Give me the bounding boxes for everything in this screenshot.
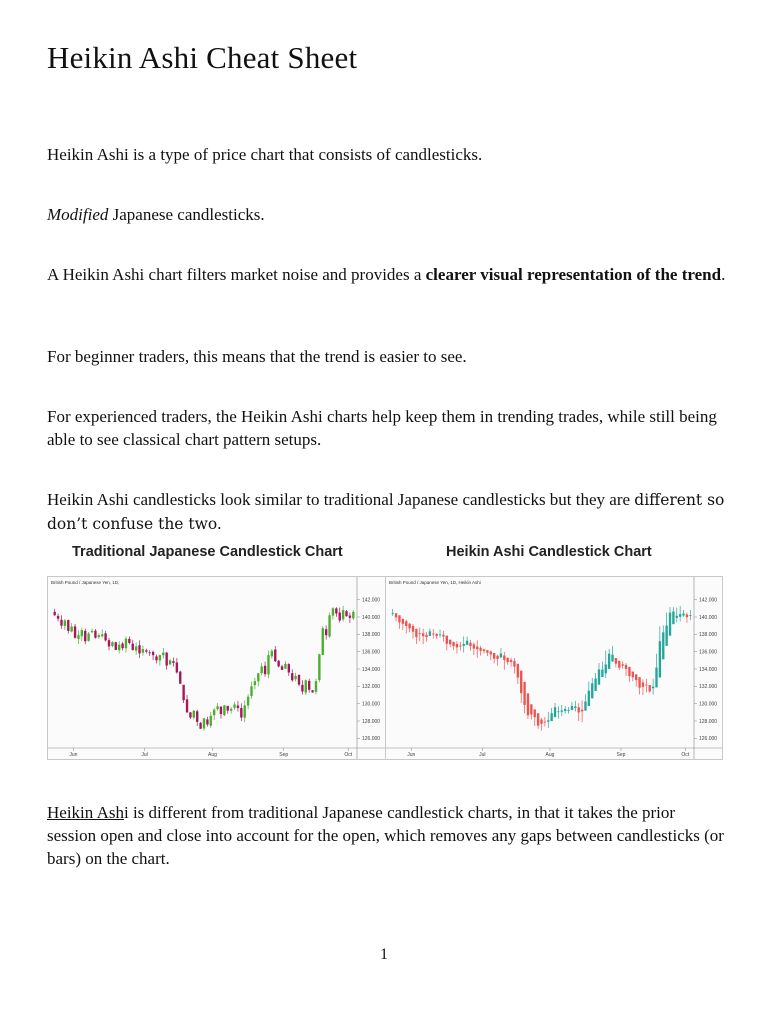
traditional-candle-body xyxy=(311,690,313,692)
heikin-ashi-candle-body xyxy=(689,615,691,616)
paragraph-filters-noise xyxy=(47,263,727,286)
paragraph-beginner-traders: For beginner traders, this means that the trend is easier to see. xyxy=(47,347,467,366)
heikin-ashi-candle-body xyxy=(615,658,617,664)
traditional-candle-body xyxy=(70,627,72,632)
traditional-y-tick-label: 132.000 xyxy=(362,684,381,691)
heikin-ashi-candle-body xyxy=(466,641,468,645)
traditional-candle-body xyxy=(284,664,286,669)
traditional-candle-body xyxy=(288,664,290,672)
traditional-candle-body xyxy=(155,656,157,660)
heikin-ashi-candle-body xyxy=(534,709,536,717)
traditional-candle-body xyxy=(220,707,222,714)
traditional-candle-body xyxy=(162,653,164,656)
heikin-ashi-candle-body xyxy=(628,667,630,676)
heikin-ashi-candle-body xyxy=(591,683,593,698)
traditional-y-tick-label: 140.000 xyxy=(362,614,381,621)
traditional-candle-body xyxy=(57,616,59,619)
heikin-ashi-candle-body xyxy=(547,720,549,721)
traditional-candle-body xyxy=(281,666,283,670)
traditional-candle-body xyxy=(81,630,83,636)
traditional-candle-body xyxy=(152,652,154,655)
italic-modified: Modified xyxy=(47,205,109,224)
traditional-candle-body xyxy=(84,631,86,641)
chart-title-heikin-ashi: Heikin Ashi Candlestick Chart xyxy=(446,544,652,560)
traditional-candle-body xyxy=(250,686,252,696)
heikin-ashi-candle-body xyxy=(557,711,559,712)
traditional-candle-body xyxy=(111,642,113,646)
traditional-candle-body xyxy=(328,615,330,636)
traditional-candle-body xyxy=(196,711,198,722)
heikin-ashi-candle-body xyxy=(449,640,451,645)
traditional-candle-body xyxy=(213,710,215,715)
heikin-ashi-candle-body xyxy=(540,719,542,723)
traditional-candle-body xyxy=(352,612,354,619)
traditional-candle-body xyxy=(301,685,303,692)
traditional-candle-body xyxy=(210,716,212,726)
traditional-candle-body xyxy=(264,666,266,674)
heikin-ashi-candle-body xyxy=(483,649,485,651)
heikin-ashi-candle-body xyxy=(398,615,400,622)
heikin-ashi-candle-body xyxy=(669,613,671,636)
traditional-candle-body xyxy=(64,620,66,625)
paragraph-look-similar xyxy=(47,488,727,536)
traditional-candle-body xyxy=(142,649,144,653)
paragraph-look-similar-start: Heikin Ashi candlesticks look similar to traditional Japanese candlesticks but they are xyxy=(47,490,635,509)
heikin-ashi-candle-body xyxy=(415,629,417,637)
heikin-ashi-candle-body xyxy=(473,644,475,648)
traditional-candle-body xyxy=(193,711,195,718)
traditional-candle-body xyxy=(308,681,310,690)
traditional-candle-body xyxy=(87,633,89,640)
heikin-ashi-candle-body xyxy=(659,641,661,677)
heikin-ashi-y-tick-label: 128.000 xyxy=(699,718,718,725)
heikin-ashi-candle-body xyxy=(442,635,444,637)
traditional-candle-body xyxy=(121,644,123,649)
heikin-ashi-candlestick-chart xyxy=(385,576,723,760)
traditional-candle-body xyxy=(274,650,276,662)
traditional-candle-body xyxy=(230,709,232,711)
traditional-candle-body xyxy=(342,610,344,619)
traditional-candle-body xyxy=(206,719,208,724)
traditional-x-tick-label: Oct xyxy=(344,752,353,758)
heikin-ashi-candle-body xyxy=(496,656,498,659)
traditional-candle-body xyxy=(254,681,256,685)
heikin-ashi-candle-body xyxy=(503,655,505,659)
paragraph-differences xyxy=(47,801,727,870)
paragraph-modified xyxy=(47,203,727,226)
traditional-candle-body xyxy=(223,705,225,715)
heikin-ashi-candle-body xyxy=(567,710,569,711)
paragraph-filters-noise-end: . xyxy=(721,265,726,284)
paragraph-differences-rest: i is different from traditional Japanese candlestick charts, in that it takes the prior session open and close into account for the open, which removes any gaps between candlesticks (or bars) on the chart. xyxy=(47,803,724,868)
heikin-ashi-candle-body xyxy=(598,669,600,684)
heikin-ashi-candle-body xyxy=(632,672,634,678)
heikin-ashi-y-tick-label: 142.000 xyxy=(699,597,718,604)
paragraph-modified-rest: Japanese candlesticks. xyxy=(108,205,265,224)
heikin-ashi-candle-body xyxy=(608,654,610,669)
heikin-ashi-candle-body xyxy=(564,709,566,711)
traditional-candle-body xyxy=(77,635,79,639)
heikin-ashi-candle-body xyxy=(408,624,410,629)
heikin-ashi-candle-body xyxy=(672,611,674,624)
traditional-candle-body xyxy=(179,672,181,684)
traditional-candle-body xyxy=(305,680,307,692)
traditional-candle-body xyxy=(165,653,167,666)
traditional-candle-body xyxy=(345,611,347,616)
bold-clearer-visual: clearer visual representation of the trend xyxy=(425,265,722,284)
traditional-candle-body xyxy=(271,651,273,656)
heikin-ashi-candle-body xyxy=(412,626,414,632)
traditional-candle-body xyxy=(257,673,259,681)
heikin-ashi-candle-body xyxy=(452,642,454,646)
heikin-ashi-y-tick-label: 126.000 xyxy=(699,736,718,743)
heikin-ashi-candle-body xyxy=(635,674,637,680)
traditional-candle-body xyxy=(104,633,106,640)
heikin-ashi-candle-body xyxy=(571,706,573,710)
heikin-ashi-candle-body xyxy=(649,685,651,691)
traditional-candle-body xyxy=(182,685,184,700)
heikin-ashi-candle-body xyxy=(638,677,640,688)
traditional-candle-body xyxy=(216,706,218,709)
traditional-y-tick-label: 138.000 xyxy=(362,632,381,639)
traditional-candle-body xyxy=(172,661,174,663)
heikin-ashi-candle-body xyxy=(554,707,556,717)
heikin-ashi-y-tick-label: 130.000 xyxy=(699,701,718,708)
heikin-ashi-candle-body xyxy=(594,678,596,690)
traditional-candle-body xyxy=(186,699,188,712)
heikin-ashi-candle-body xyxy=(435,634,437,636)
heikin-ashi-candle-body xyxy=(456,644,458,647)
traditional-candle-body xyxy=(233,705,235,708)
heikin-ashi-candle-body xyxy=(662,632,664,659)
heikin-ashi-candle-body xyxy=(395,613,397,617)
page-title: Heikin Ashi Cheat Sheet xyxy=(47,40,358,75)
heikin-ashi-candle-body xyxy=(463,644,465,646)
traditional-y-tick-label: 134.000 xyxy=(362,666,381,673)
traditional-candle-body xyxy=(189,712,191,717)
paragraph-filters-noise-start: A Heikin Ashi chart filters market noise and provides a xyxy=(47,265,426,284)
heikin-ashi-candle-body xyxy=(642,682,644,686)
traditional-candle-body xyxy=(135,646,137,650)
paragraph-look-similar-end: . xyxy=(217,514,222,533)
heikin-ashi-candle-body xyxy=(517,664,519,678)
heikin-ashi-candle-body xyxy=(405,621,407,626)
heikin-ashi-candle-body xyxy=(392,613,394,614)
traditional-candle-body xyxy=(132,644,134,650)
heikin-ashi-x-tick-label: Aug xyxy=(545,752,555,758)
traditional-candle-body xyxy=(176,663,178,673)
traditional-candle-body xyxy=(98,635,100,637)
heikin-ashi-candle-body xyxy=(476,647,478,650)
heikin-ashi-candle-body xyxy=(578,707,580,712)
traditional-candle-body xyxy=(115,642,117,650)
chart-header-traditional: British Pound / Japanese Yen, 1D, xyxy=(51,580,120,585)
traditional-candle-body xyxy=(67,620,69,631)
traditional-y-tick-label: 130.000 xyxy=(362,701,381,708)
different-phrase: different so don’t confuse the two xyxy=(47,491,725,533)
traditional-candle-body xyxy=(149,652,151,653)
traditional-candle-body xyxy=(332,608,334,615)
heikin-ashi-y-tick-label: 136.000 xyxy=(699,649,718,656)
heikin-ashi-candle-body xyxy=(490,652,492,655)
heikin-ashi-candle-body xyxy=(645,685,647,686)
heikin-ashi-candle-body xyxy=(419,633,421,634)
traditional-candle-body xyxy=(199,723,201,729)
heikin-ashi-candle-body xyxy=(422,633,424,636)
traditional-candle-body xyxy=(94,631,96,638)
heikin-ashi-candle-body xyxy=(469,643,471,646)
traditional-candle-body xyxy=(91,631,93,632)
heikin-ashi-candle-body xyxy=(574,706,576,708)
heikin-ashi-candle-body xyxy=(581,710,583,712)
heikin-ashi-candle-body xyxy=(665,626,667,646)
traditional-candlestick-chart xyxy=(47,576,386,760)
heikin-ashi-candle-body xyxy=(550,713,552,721)
heikin-ashi-candle-body xyxy=(544,722,546,723)
heikin-ashi-candle-body xyxy=(527,693,529,715)
heikin-ashi-candle-body xyxy=(652,687,654,689)
traditional-candle-body xyxy=(203,718,205,728)
heikin-ashi-candle-body xyxy=(621,664,623,665)
heikin-ashi-candle-body xyxy=(537,713,539,725)
heikin-ashi-candle-body xyxy=(679,614,681,617)
heikin-ashi-chart-svg xyxy=(386,577,722,759)
traditional-x-tick-label: Sep xyxy=(279,752,289,758)
traditional-candle-body xyxy=(260,666,262,673)
traditional-candle-body xyxy=(322,628,324,655)
traditional-candle-body xyxy=(294,676,296,679)
chart-title-traditional: Traditional Japanese Candlestick Chart xyxy=(72,544,343,560)
heikin-ashi-candle-body xyxy=(682,614,684,616)
traditional-candle-body xyxy=(318,654,320,680)
traditional-candle-body xyxy=(247,697,249,706)
traditional-candle-body xyxy=(240,708,242,718)
traditional-candle-body xyxy=(128,639,130,643)
traditional-candle-body xyxy=(60,620,62,626)
traditional-candle-body xyxy=(145,650,147,651)
traditional-candle-body xyxy=(108,640,110,646)
heikin-ashi-candle-body xyxy=(611,655,613,662)
heikin-ashi-x-tick-label: Jun xyxy=(407,752,416,758)
heikin-ashi-y-tick-label: 134.000 xyxy=(699,666,718,673)
traditional-candle-body xyxy=(267,655,269,674)
heikin-ashi-candle-body xyxy=(432,634,434,635)
traditional-candle-body xyxy=(349,616,351,618)
traditional-candle-body xyxy=(277,661,279,667)
traditional-candle-body xyxy=(118,645,120,650)
heikin-ashi-y-tick-label: 140.000 xyxy=(699,614,718,621)
paragraph-definition: Heikin Ashi is a type of price chart that consists of candlesticks. xyxy=(47,145,483,164)
heikin-ashi-candle-body xyxy=(506,658,508,662)
heikin-ashi-candle-body xyxy=(561,710,563,711)
traditional-x-tick-label: Jul xyxy=(141,752,148,758)
heikin-ashi-candle-body xyxy=(520,671,522,694)
heikin-ashi-candle-body xyxy=(686,615,688,618)
heikin-ashi-candle-body xyxy=(429,631,431,636)
traditional-candle-body xyxy=(125,639,127,649)
traditional-chart-svg xyxy=(48,577,385,759)
traditional-candle-body xyxy=(138,645,140,653)
heikin-ashi-candle-body xyxy=(655,668,657,688)
traditional-candle-body xyxy=(335,608,337,613)
heikin-ashi-candle-body xyxy=(510,660,512,662)
heikin-ashi-candle-body xyxy=(513,661,515,667)
paragraph-experienced-traders: For experienced traders, the Heikin Ashi charts help keep them in trending trades, while still being able to see classical chart pattern setups. xyxy=(47,407,717,449)
heikin-ashi-candle-body xyxy=(486,650,488,653)
heikin-ashi-candle-body xyxy=(425,635,427,637)
traditional-candle-body xyxy=(291,673,293,680)
heikin-ashi-candle-body xyxy=(500,654,502,658)
heikin-ashi-x-tick-label: Sep xyxy=(616,752,626,758)
traditional-candle-body xyxy=(237,706,239,708)
traditional-x-tick-label: Jun xyxy=(69,752,78,758)
traditional-y-tick-label: 136.000 xyxy=(362,649,381,656)
traditional-y-tick-label: 126.000 xyxy=(362,736,381,743)
traditional-candle-body xyxy=(244,705,246,717)
heikin-ashi-link[interactable]: Heikin Ash xyxy=(47,803,124,822)
heikin-ashi-candle-body xyxy=(676,616,678,618)
heikin-ashi-x-tick-label: Jul xyxy=(479,752,486,758)
traditional-candle-body xyxy=(74,626,76,637)
traditional-candle-body xyxy=(315,681,317,692)
heikin-ashi-y-tick-label: 138.000 xyxy=(699,632,718,639)
heikin-ashi-candle-body xyxy=(459,646,461,647)
traditional-candle-body xyxy=(227,706,229,711)
heikin-ashi-candle-body xyxy=(618,661,620,668)
heikin-ashi-y-tick-label: 132.000 xyxy=(699,684,718,691)
heikin-ashi-candle-body xyxy=(446,636,448,644)
heikin-ashi-candle-body xyxy=(439,634,441,635)
traditional-candle-body xyxy=(159,655,161,660)
heikin-ashi-candle-body xyxy=(530,704,532,714)
chart-header-heikin-ashi: British Pound / Japanese Yen, 1D, Heikin Ashi xyxy=(389,580,481,585)
page-number: 1 xyxy=(380,946,388,963)
heikin-ashi-candle-body xyxy=(601,670,603,677)
traditional-y-tick-label: 142.000 xyxy=(362,597,381,604)
traditional-candle-body xyxy=(101,634,103,636)
traditional-candle-body xyxy=(169,660,171,664)
heikin-ashi-candle-body xyxy=(493,653,495,659)
heikin-ashi-candle-body xyxy=(625,665,627,669)
heikin-ashi-candle-body xyxy=(605,665,607,674)
heikin-ashi-candle-body xyxy=(402,619,404,624)
traditional-candle-body xyxy=(298,675,300,685)
heikin-ashi-x-tick-label: Oct xyxy=(681,752,690,758)
traditional-candle-body xyxy=(54,612,56,615)
heikin-ashi-candle-body xyxy=(523,682,525,705)
heikin-ashi-candle-body xyxy=(588,691,590,706)
heikin-ashi-candle-body xyxy=(584,701,586,710)
traditional-y-tick-label: 128.000 xyxy=(362,718,381,725)
traditional-candle-body xyxy=(339,613,341,621)
traditional-x-tick-label: Aug xyxy=(208,752,217,758)
heikin-ashi-candle-body xyxy=(479,648,481,651)
traditional-candle-body xyxy=(325,629,327,635)
